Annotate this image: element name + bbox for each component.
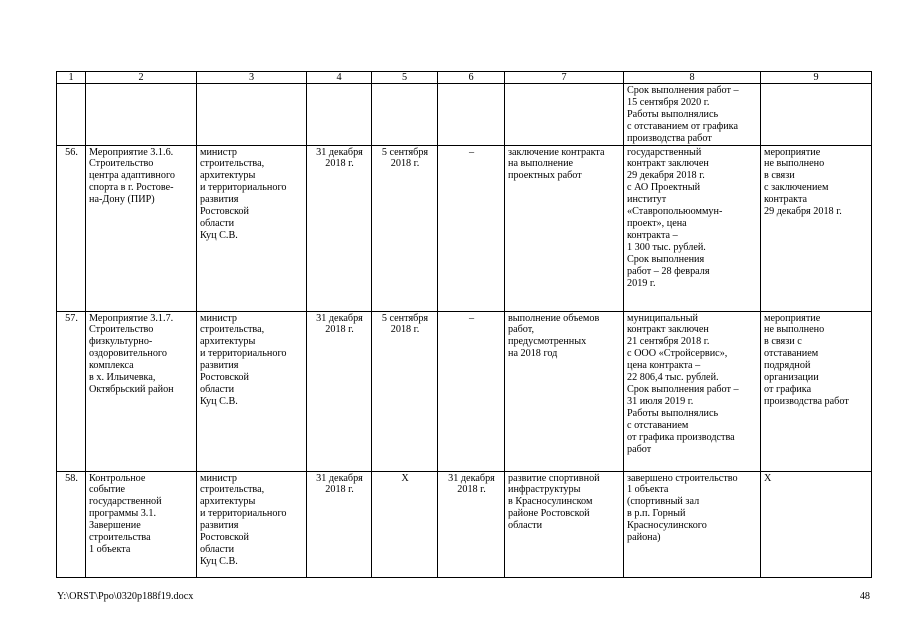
cell-line: Срок выполнения работ – — [627, 383, 739, 395]
cell-line: 22 806,4 тыс. рублей. — [627, 372, 719, 384]
cell-line: 29 декабря 2018 г. — [764, 206, 842, 218]
cell-line: 31 декабря — [316, 146, 363, 158]
note-cell — [761, 84, 872, 146]
cell-line: государственной — [89, 496, 162, 508]
cell-line: (спортивный зал — [627, 496, 700, 508]
cell-line: министр — [200, 146, 237, 158]
row-number-cell: 56. — [57, 145, 86, 311]
cell-line: области — [508, 520, 543, 532]
cell-line: организации — [764, 372, 819, 384]
event-cell — [86, 471, 197, 577]
cell-line: области — [200, 383, 235, 395]
cell-line: с АО Проектный — [627, 182, 701, 194]
cell-line: Мероприятие 3.1.7. — [89, 312, 174, 324]
cell-line: области — [200, 217, 235, 229]
cell-line: 31 декабря — [316, 312, 363, 324]
status-cell — [624, 84, 761, 146]
cell-line: контракта – — [627, 229, 678, 241]
cell-line: Контрольное — [89, 472, 146, 484]
cell-line: Срок выполнения — [627, 253, 705, 265]
cell-line: спорта в г. Ростове- — [89, 182, 174, 194]
cell-line: предусмотренных — [508, 336, 587, 348]
cell-line: 31 декабря — [316, 472, 363, 484]
table-row — [57, 145, 872, 311]
completion-date-cell — [438, 471, 505, 577]
cell-line: 1 300 тыс. рублей. — [627, 241, 706, 253]
cell-line: с отставанием — [627, 419, 689, 431]
cell-line: цена контракта – — [627, 360, 701, 372]
header-cell: 2 — [86, 72, 197, 84]
cell-line: производства работ — [627, 132, 712, 144]
cell-line: и территориального — [200, 182, 287, 194]
cell-line: инфраструктуры — [508, 484, 581, 496]
cell-line: Работы выполнялись — [627, 108, 719, 120]
cell-line: 2019 г. — [627, 277, 656, 289]
cell-line: проект», цена — [627, 217, 687, 229]
cell-line: в х. Ильичевка, — [89, 372, 156, 384]
page-number: 48 — [859, 591, 870, 602]
cell-line: строительства, — [200, 158, 265, 170]
note-cell — [761, 471, 872, 577]
cell-line: в Красносулинском — [508, 496, 593, 508]
cell-line: развитие спортивной — [508, 472, 600, 484]
completion-date-cell — [438, 145, 505, 311]
cell-line: в связи с — [764, 336, 802, 348]
cell-line: Красносулинского — [627, 520, 707, 532]
cell-line: «Ставропольюоммун- — [627, 206, 723, 218]
cell-line: Мероприятие 3.1.6. — [89, 146, 174, 158]
cell-line: государственный — [627, 146, 702, 158]
document-path: Y:\ORST\Ppo\0320p188f19.docx — [57, 591, 194, 602]
cell-line: институт — [627, 194, 667, 206]
cell-line: 2018 г. — [325, 484, 354, 496]
header-cell: 3 — [197, 72, 307, 84]
cell-line: с заключением — [764, 182, 829, 194]
cell-line: Ростовской — [200, 372, 249, 384]
row-number-cell — [57, 84, 86, 146]
planned-date-cell — [307, 311, 372, 471]
header-cell: 9 — [761, 72, 872, 84]
planned-date-cell — [307, 471, 372, 577]
cell-line: Строительство — [89, 324, 154, 336]
cell-line: мероприятие — [764, 146, 821, 158]
cell-line: 5 сентября — [381, 146, 429, 158]
cell-line: Куц С.В. — [200, 555, 238, 567]
row-number-cell: 58. — [57, 471, 86, 577]
expected-result-cell — [505, 471, 624, 577]
cell-line: строительства — [89, 532, 151, 544]
cell-line: архитектуры — [200, 170, 256, 182]
cell-line: от графика — [764, 383, 812, 395]
cell-line: Октябрьский район — [89, 383, 174, 395]
cell-line: контракт заключен — [627, 158, 709, 170]
responsible-cell — [197, 145, 307, 311]
actual-date-cell — [372, 311, 438, 471]
completion-date-cell — [438, 84, 505, 146]
cell-line: строительства, — [200, 484, 265, 496]
table-header-row — [57, 72, 872, 84]
event-cell — [86, 145, 197, 311]
cell-line: работ – 28 февраля — [627, 265, 710, 277]
cell-line: 5 сентября — [381, 312, 429, 324]
cell-line: оздоровительного — [89, 348, 167, 360]
table-row — [57, 84, 872, 146]
cell-line: Куц С.В. — [200, 229, 238, 241]
header-cell: 4 — [307, 72, 372, 84]
responsible-cell — [197, 84, 307, 146]
cell-line: развития — [200, 520, 239, 532]
cell-line: Завершение — [89, 520, 141, 532]
cell-line: 21 сентября 2018 г. — [627, 336, 710, 348]
cell-line: районе Ростовской — [508, 508, 590, 520]
header-cell: 7 — [505, 72, 624, 84]
actual-date-cell — [372, 84, 438, 146]
event-cell — [86, 84, 197, 146]
cell-line: 31 декабря — [448, 472, 495, 484]
event-cell — [86, 311, 197, 471]
cell-line: 2018 г. — [457, 484, 486, 496]
cell-line: программы 3.1. — [89, 508, 156, 520]
cell-line: заключение контракта — [508, 146, 605, 158]
cell-line: в р.п. Горный — [627, 508, 686, 520]
cell-line: мероприятие — [764, 312, 821, 324]
cell-line: Работы выполнялись — [627, 407, 719, 419]
note-cell — [761, 311, 872, 471]
cell-line: и территориального — [200, 508, 287, 520]
cell-line: 15 сентября 2020 г. — [627, 96, 710, 108]
cell-line: контракт заключен — [627, 324, 709, 336]
planned-date-cell — [307, 84, 372, 146]
cell-line: комплекса — [89, 360, 134, 372]
table-row — [57, 471, 872, 577]
cell-line: Х — [401, 472, 409, 484]
expected-result-cell — [505, 311, 624, 471]
cell-line: области — [200, 543, 235, 555]
cell-line: физкультурно- — [89, 336, 153, 348]
expected-result-cell — [505, 84, 624, 146]
cell-line: на выполнение — [508, 158, 574, 170]
cell-line: и территориального — [200, 348, 287, 360]
cell-line: 2018 г. — [390, 158, 420, 170]
cell-line: выполнение объемов — [508, 312, 600, 324]
actual-date-cell — [372, 471, 438, 577]
cell-line: в связи — [764, 170, 795, 182]
cell-line: Х — [764, 472, 772, 484]
cell-line: от графика производства — [627, 431, 735, 443]
responsible-cell — [197, 311, 307, 471]
cell-line: Куц С.В. — [200, 395, 238, 407]
cell-line: министр — [200, 472, 237, 484]
expected-result-cell — [505, 145, 624, 311]
header-cell: 5 — [372, 72, 438, 84]
cell-line: на-Дону (ПИР) — [89, 194, 155, 206]
cell-line: не выполнено — [764, 324, 825, 336]
row-number-cell: 57. — [57, 311, 86, 471]
header-cell: 8 — [624, 72, 761, 84]
cell-line: не выполнено — [764, 158, 825, 170]
cell-line: с отставанием от графика — [627, 120, 738, 132]
status-cell — [624, 471, 761, 577]
cell-line: 1 объекта — [627, 484, 669, 496]
planned-date-cell — [307, 145, 372, 311]
cell-line: производства работ — [764, 395, 849, 407]
status-cell — [624, 145, 761, 311]
cell-line: контракта — [764, 194, 808, 206]
status-cell — [624, 311, 761, 471]
cell-line: центра адаптивного — [89, 170, 175, 182]
responsible-cell — [197, 471, 307, 577]
cell-line: архитектуры — [200, 496, 256, 508]
cell-line: – — [468, 146, 475, 158]
header-cell: 1 — [57, 72, 86, 84]
cell-line: 29 декабря 2018 г. — [627, 170, 705, 182]
cell-line: архитектуры — [200, 336, 256, 348]
table-row — [57, 311, 872, 471]
cell-line: развития — [200, 194, 239, 206]
cell-line: 1 объекта — [89, 543, 131, 555]
cell-line: министр — [200, 312, 237, 324]
cell-line: Ростовской — [200, 206, 249, 218]
cell-line: завершено строительство — [627, 472, 738, 484]
note-cell — [761, 145, 872, 311]
cell-line: 2018 г. — [325, 324, 354, 336]
cell-line: подрядной — [764, 360, 811, 372]
cell-line: Ростовской — [200, 532, 249, 544]
cell-line: работ — [627, 443, 652, 455]
completion-date-cell — [438, 311, 505, 471]
cell-line: Строительство — [89, 158, 154, 170]
cell-line: с ООО «Стройсервис», — [627, 348, 728, 360]
cell-line: – — [468, 312, 475, 324]
report-table — [56, 71, 872, 578]
actual-date-cell — [372, 145, 438, 311]
cell-line: работ, — [508, 324, 534, 336]
cell-line: 2018 г. — [325, 158, 354, 170]
cell-line: проектных работ — [508, 170, 582, 182]
cell-line: отставанием — [764, 348, 819, 360]
cell-line: 2018 г. — [390, 324, 420, 336]
cell-line: строительства, — [200, 324, 265, 336]
cell-line: муниципальный — [627, 312, 698, 324]
cell-line: событие — [89, 484, 126, 496]
cell-line: района) — [627, 532, 661, 544]
cell-line: Срок выполнения работ – — [627, 85, 739, 96]
cell-line: на 2018 год — [508, 348, 558, 360]
cell-line: 31 июля 2019 г. — [627, 395, 694, 407]
cell-line: развития — [200, 360, 239, 372]
header-cell: 6 — [438, 72, 505, 84]
